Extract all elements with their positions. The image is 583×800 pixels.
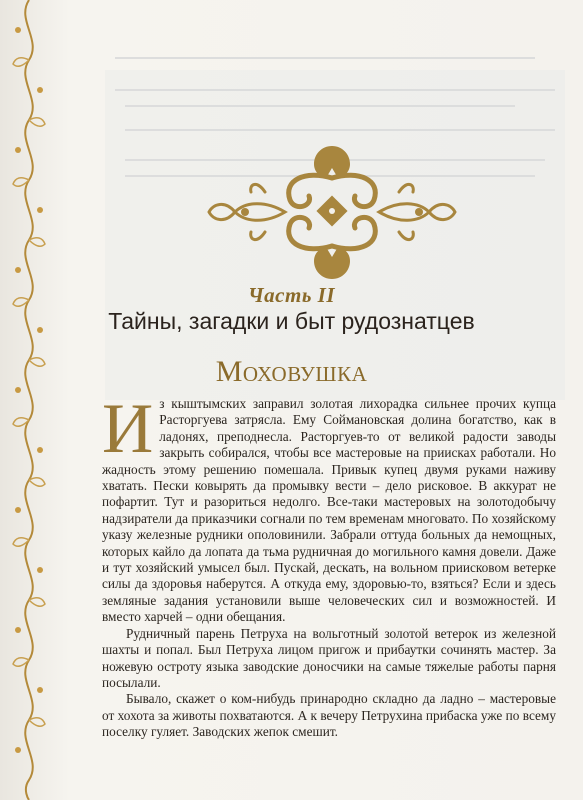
body-text <box>102 390 556 741</box>
paragraph-2: Рудничный парень Петруха на вольготный золотой ветерок из железной шахты и попал. Был Петруха лицом пригож и прибаутки сочинять мастер. За ножевую остроту языка заводские доносчики на самые тяжелые работы парня посылали. <box>102 625 556 690</box>
story-title: Моховушка <box>215 355 368 388</box>
floral-border-ornament <box>6 0 52 800</box>
title-ornament <box>205 140 460 285</box>
part-label: Часть II <box>247 283 336 307</box>
part-title: Тайны, загадки и быт рудознатцев <box>108 308 475 334</box>
drop-cap: И <box>102 390 154 468</box>
paragraph-3: Бывало, скажет о ком-нибудь принародно складно да ладно – мастеровые от хохота за животы похватаются. А к вечеру Петрухина прибаска уже по всему поселку гуляет. Заводских жепок смешит. <box>102 691 556 740</box>
paragraph-text: з кыштымских заправил золотая лихорадка сильнее прочих купца Расторгуева затрясла. Ему Соймановская долина богатство, как в ладонях, преподнесла. Расторгуев-то от великой радости заводы закрыть собирался, чтобы все мастеровые на приисках работали. Но жадность этому решению помешала. Привык купец двумя руками наживу хватать. Пески ковырять да промывку вести – дело рисковое. В аккурат не пофартит. Тут и разориться недолго. Все-таки мастеровых на золотодобычу надзиратели да приказчики согнали по тем временам многовато. По хозяйскому указу железные рудники ополовинили. Забрали оттуда больных да немощных, которых кайло да лопата да тьма рудничная до могильного камня довели. Даже и тут хозяйский умысел был. Пускай, дескать, на вольном приисковом ветерке силы да здоровья наберутся. А откуда ему, здоровью-то, взяться? Если и здесь земляные задания установили выше человеческих сил и возможностей. И вместо харчей – одни обещания. <box>102 396 556 625</box>
paragraph-1 <box>102 390 556 626</box>
